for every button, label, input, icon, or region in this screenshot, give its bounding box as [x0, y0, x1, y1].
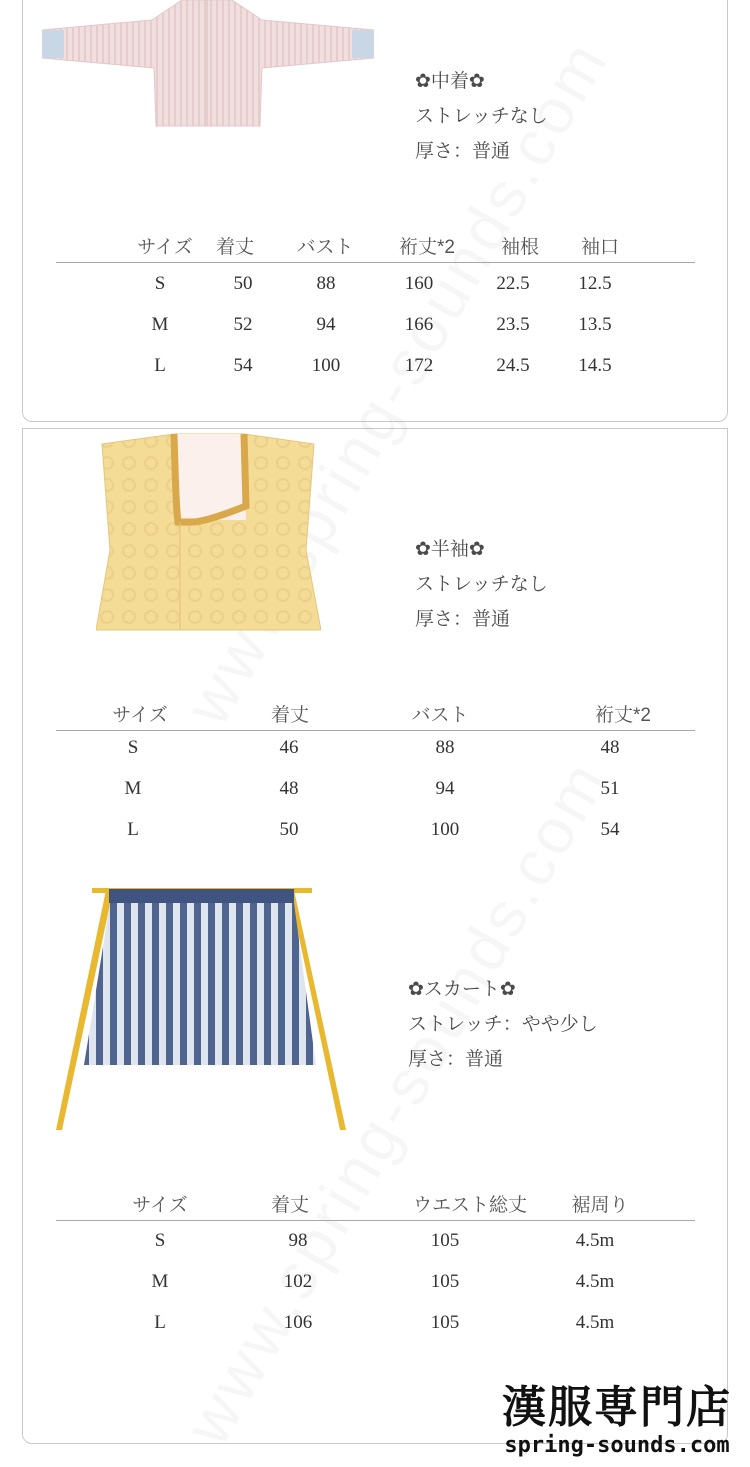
header-sleeve-root: 袖根	[500, 237, 540, 258]
table-header	[56, 232, 695, 263]
size-table-skirt	[56, 1190, 695, 1340]
size-table-inner-jacket	[56, 232, 695, 392]
table-header	[56, 700, 695, 731]
thickness-info: 厚さ：普通	[415, 609, 511, 630]
table-row: S 46 88 48	[127, 737, 620, 758]
stretch-info: ストレッチなし	[415, 106, 548, 127]
header-bust: バスト	[411, 705, 469, 726]
product-title: ✿中着✿	[415, 71, 485, 92]
product-description	[408, 972, 598, 1077]
header-size: サイズ	[137, 237, 193, 258]
header-cuff: 袖口	[580, 237, 620, 258]
product-description	[415, 64, 548, 169]
product-image-skirt	[54, 885, 350, 1135]
table-row: L 54 100 172 24.5 14.5	[154, 355, 612, 376]
thickness-info: 厚さ：普通	[415, 141, 511, 162]
size-table-half-sleeve	[56, 700, 695, 850]
table-header	[56, 1190, 695, 1221]
table-row: L 106 105 4.5m	[154, 1312, 615, 1333]
header-hem-circumference: 裾周り	[571, 1195, 629, 1216]
header-bust: バスト	[296, 237, 354, 258]
table-row: M 52 94 166 23.5 13.5	[151, 314, 612, 335]
header-length: 着丈	[215, 237, 255, 258]
header-sleeve-length: 裄丈*2	[595, 705, 651, 726]
product-title: ✿半袖✿	[415, 539, 485, 560]
header-waist-length: ウエスト総丈	[412, 1195, 528, 1216]
table-row: M 48 94 51	[124, 778, 620, 799]
header-size: サイズ	[132, 1195, 188, 1216]
shop-name: 漢服専門店	[502, 1382, 732, 1433]
table-row: L 50 100 54	[127, 819, 620, 840]
shop-url: spring-sounds.com	[504, 1433, 730, 1458]
header-size: サイズ	[112, 705, 168, 726]
product-image-half-sleeve	[96, 430, 321, 640]
header-length: 着丈	[270, 705, 310, 726]
stretch-info: ストレッチなし	[415, 574, 548, 595]
table-row: S 50 88 160 22.5 12.5	[154, 273, 612, 294]
product-description	[415, 532, 548, 637]
thickness-info: 厚さ：普通	[408, 1049, 504, 1070]
header-length: 着丈	[270, 1195, 310, 1216]
table-row: S 98 105 4.5m	[154, 1230, 615, 1251]
product-image-inner-jacket	[42, 0, 374, 130]
shop-logo	[502, 1383, 732, 1459]
header-sleeve-length: 裄丈*2	[399, 237, 455, 258]
stretch-info: ストレッチ：やや少し	[408, 1014, 598, 1035]
product-title: ✿スカート✿	[408, 979, 516, 1000]
table-row: M 102 105 4.5m	[151, 1271, 615, 1292]
